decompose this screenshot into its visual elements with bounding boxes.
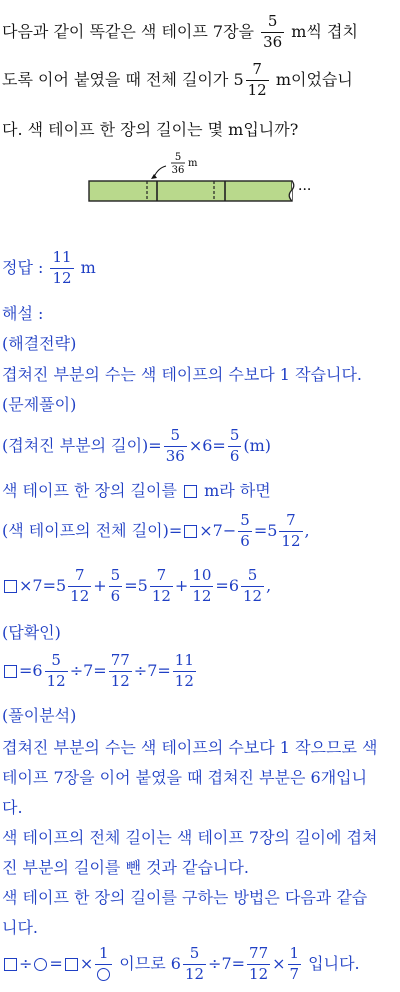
analysis-line-4: 색 테이프의 전체 길이는 색 테이프 7장의 길이에 겹쳐	[2, 828, 378, 847]
analysis-line-7: 니다.	[2, 918, 38, 937]
box-symbol	[4, 958, 17, 971]
strategy-text: 겹쳐진 부분의 수는 색 테이프의 수보다 1 작습니다.	[2, 365, 362, 384]
tape	[89, 181, 292, 201]
box-symbol	[65, 958, 78, 971]
equation-3: ×7=5 $\frac{7}{12}$ + $\frac{5}{6}$ =5 $\frac{7}{12}$ + $\frac{10}{12}$ =6 $\frac{5}{12}$ ,	[2, 568, 398, 605]
mixed-number: 5 $\frac{7}{12}$	[233, 60, 267, 99]
box-symbol	[184, 525, 197, 538]
fraction: $\frac{5}{36}$	[263, 12, 283, 51]
analysis-line-5: 진 부분의 길이를 뺀 것과 같습니다.	[2, 858, 249, 877]
analysis-line-3: 다.	[2, 798, 23, 817]
circle-symbol	[97, 968, 110, 981]
box-symbol	[4, 580, 17, 593]
problem-line-1: 다음과 같이 똑같은 색 테이프 7장을 $\frac{5}{36}$ m씩 겹치	[2, 12, 358, 51]
box-symbol	[4, 665, 17, 678]
problem-line-2: 도록 이어 붙였을 때 전체 길이가 5 $\frac{7}{12}$ m이었습니	[2, 60, 353, 99]
ellipsis: ···	[298, 182, 312, 198]
answer-line: 정답 : $\frac{11}{12}$ m	[2, 248, 96, 287]
circle-symbol	[34, 958, 47, 971]
overlap-arrow	[154, 166, 166, 177]
equation-4: =6 $\frac{5}{12}$ ÷7= $\frac{77}{12}$ ÷7= $\frac{11}{12}$	[2, 653, 398, 690]
section-title-check: (답확인)	[2, 623, 61, 642]
problem-line-3: 다. 색 테이프 한 장의 길이는 몇 m입니까?	[2, 120, 299, 139]
overlap-label-den: 36	[171, 165, 185, 176]
explanation-heading: 해설 :	[2, 304, 44, 323]
setup-text: 색 테이프 한 장의 길이를 m라 하면	[2, 481, 271, 500]
overlap-label-unit: m	[188, 158, 198, 169]
equation-1: (겹쳐진 부분의 길이)= $\frac{5}{36}$ ×6= $\frac{5}{6}$ (m)	[2, 426, 272, 465]
analysis-line-1: 겹쳐진 부분의 수는 색 테이프의 수보다 1 작으므로 색	[2, 738, 378, 757]
section-title-analysis: (풀이분석)	[2, 706, 77, 725]
box-symbol	[184, 485, 197, 498]
section-title-strategy: (해결전략)	[2, 334, 77, 353]
tape-figure	[0, 150, 400, 220]
overlap-label-num: 5	[174, 152, 182, 163]
equation-2: (색 테이프의 전체 길이)= ×7− $\frac{5}{6}$ =5 $\frac{7}{12}$ ,	[2, 511, 310, 550]
section-title-solution: (문제풀이)	[2, 395, 77, 414]
analysis-line-6: 색 테이프 한 장의 길이를 구하는 방법은 다음과 같습	[2, 888, 368, 907]
analysis-line-2: 테이프 7장을 이어 붙였을 때 겹쳐진 부분은 6개입니	[2, 768, 368, 787]
equation-5: ÷ = × 1 이므로 6 $\frac{5}{12}$ ÷7= $\frac{77}{12}$ × $\frac{1}{7}$ 입니다.	[2, 946, 398, 983]
